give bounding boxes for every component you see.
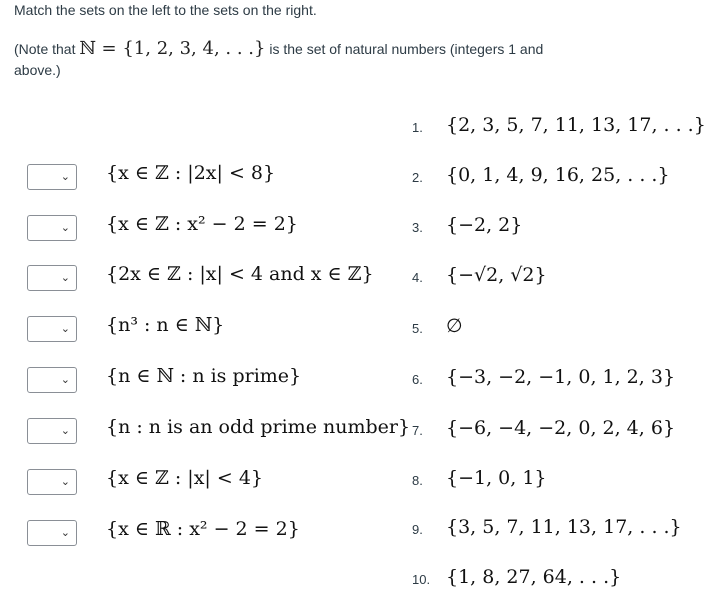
match-select-2[interactable]	[27, 215, 77, 241]
chevron-down-icon: ⌄	[60, 221, 70, 234]
right-num-8: 8.	[412, 473, 423, 488]
right-set-10: {1, 8, 27, 64, . . .}	[446, 566, 622, 588]
chevron-down-icon: ⌄	[60, 475, 70, 488]
chevron-down-icon: ⌄	[60, 424, 70, 437]
match-select-7[interactable]	[27, 469, 77, 495]
right-num-4: 4.	[412, 270, 423, 285]
left-set-7: {x ∈ ℤ : |x| < 4}	[106, 467, 263, 489]
match-select-6[interactable]	[27, 418, 77, 444]
chevron-down-icon: ⌄	[60, 526, 70, 539]
left-set-8: {x ∈ ℝ : x² − 2 = 2}	[106, 518, 300, 540]
right-set-5: ∅	[446, 315, 463, 337]
right-set-7: {−6, −4, −2, 0, 2, 4, 6}	[446, 417, 676, 439]
right-num-1: 1.	[412, 120, 423, 135]
right-num-10: 10.	[412, 572, 431, 587]
right-num-7: 7.	[412, 423, 423, 438]
right-num-2: 2.	[412, 170, 423, 185]
match-select-5[interactable]	[27, 367, 77, 393]
match-select-3[interactable]	[27, 265, 77, 291]
chevron-down-icon: ⌄	[60, 373, 70, 386]
right-set-4: {−√2, √2}	[446, 264, 547, 286]
left-set-3: {2x ∈ ℤ : |x| < 4 and x ∈ ℤ}	[106, 263, 374, 285]
note-text	[14, 38, 554, 81]
left-set-5: {n ∈ ℕ : n is prime}	[106, 365, 302, 387]
left-set-1: {x ∈ ℤ : |2x| < 8}	[106, 162, 276, 184]
left-set-4: {n³ : n ∈ ℕ}	[106, 314, 225, 336]
right-set-9: {3, 5, 7, 11, 13, 17, . . .}	[446, 516, 682, 538]
right-num-3: 3.	[412, 220, 423, 235]
note-suffix: is the set of natural numbers (integers 1 and above.)	[14, 41, 544, 78]
note-math: ℕ = {1, 2, 3, 4, . . .}	[79, 38, 266, 59]
left-set-6: {n : n is an odd prime number}	[106, 416, 411, 438]
match-select-4[interactable]	[27, 316, 77, 342]
right-set-6: {−3, −2, −1, 0, 1, 2, 3}	[446, 366, 676, 388]
right-num-6: 6.	[412, 372, 423, 387]
right-set-8: {−1, 0, 1}	[446, 467, 547, 489]
right-set-3: {−2, 2}	[446, 214, 523, 236]
right-set-1: {2, 3, 5, 7, 11, 13, 17, . . .}	[446, 114, 706, 136]
right-num-9: 9.	[412, 522, 423, 537]
left-set-2: {x ∈ ℤ : x² − 2 = 2}	[106, 213, 298, 235]
instruction-text: Match the sets on the left to the sets on the right.	[14, 2, 317, 18]
right-set-2: {0, 1, 4, 9, 16, 25, . . .}	[446, 164, 670, 186]
note-prefix: (Note that	[14, 41, 76, 57]
chevron-down-icon: ⌄	[60, 322, 70, 335]
right-num-5: 5.	[412, 321, 423, 336]
chevron-down-icon: ⌄	[60, 170, 70, 183]
match-select-1[interactable]	[27, 164, 77, 190]
match-select-8[interactable]	[27, 520, 77, 546]
chevron-down-icon: ⌄	[60, 271, 70, 284]
